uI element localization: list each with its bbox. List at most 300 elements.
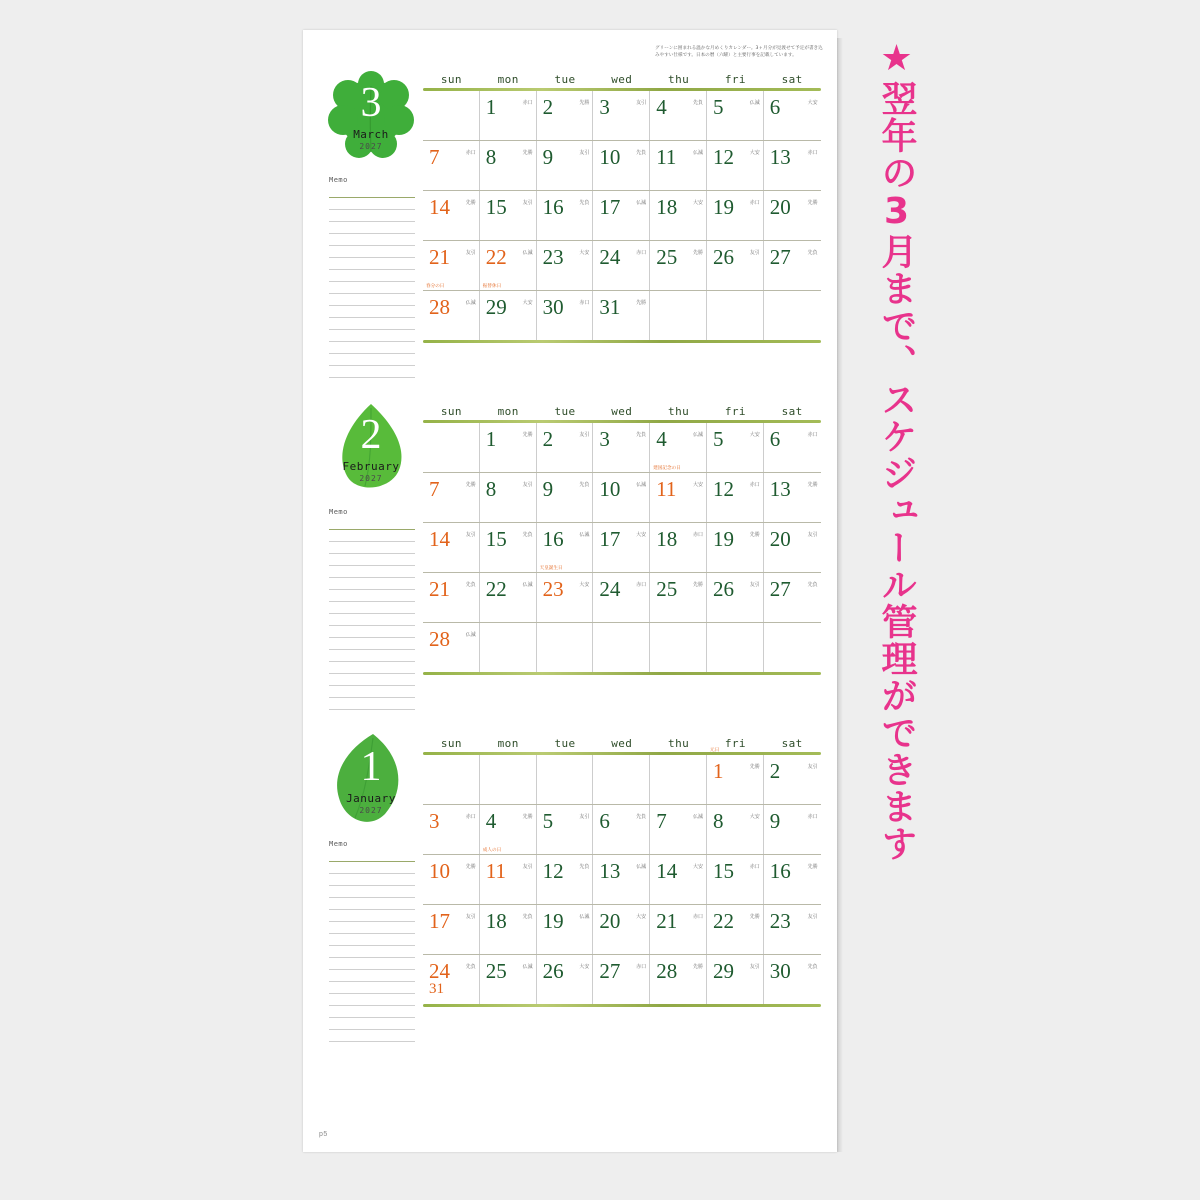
memo-line[interactable] <box>329 530 415 542</box>
memo-area-february <box>329 508 415 710</box>
week-row <box>423 955 821 1007</box>
rokuyo-label: 赤口 <box>749 864 760 870</box>
month-leaf-column-february <box>321 400 424 730</box>
day-cell[interactable] <box>423 473 480 522</box>
memo-line[interactable] <box>329 566 415 578</box>
day-cell[interactable] <box>480 141 537 190</box>
rokuyo-label: 赤口 <box>465 814 476 820</box>
weekday-wed: wed <box>611 405 633 418</box>
day-cell[interactable] <box>480 473 537 522</box>
event-label: 成人の日 <box>482 848 502 853</box>
day-cell[interactable] <box>423 423 480 472</box>
rokuyo-label: 友引 <box>522 864 533 870</box>
day-cell[interactable] <box>650 905 707 954</box>
day-cell[interactable] <box>593 291 650 340</box>
memo-line[interactable] <box>329 934 415 946</box>
week-rule <box>423 1004 821 1007</box>
memo-line[interactable] <box>329 982 415 994</box>
day-cell[interactable] <box>480 573 537 622</box>
day-number: 22 <box>712 909 734 933</box>
rokuyo-label: 仏滅 <box>579 914 590 920</box>
rokuyo-label: 仏滅 <box>692 814 703 820</box>
day-number: 31 <box>599 295 621 319</box>
day-number: 16 <box>769 859 791 883</box>
memo-line[interactable] <box>329 354 415 366</box>
day-cell[interactable] <box>650 805 707 854</box>
memo-line[interactable] <box>329 946 415 958</box>
day-cell[interactable] <box>764 141 821 190</box>
day-cell[interactable] <box>650 623 707 672</box>
day-cell[interactable] <box>764 905 821 954</box>
rokuyo-label: 先勝 <box>579 100 590 106</box>
day-number: 11 <box>485 859 507 883</box>
memo-line[interactable] <box>329 186 415 198</box>
day-cell[interactable] <box>537 905 594 954</box>
memo-line[interactable] <box>329 970 415 982</box>
day-cell[interactable] <box>707 855 764 904</box>
rokuyo-label: 仏滅 <box>522 964 533 970</box>
rokuyo-label: 赤口 <box>636 250 647 256</box>
day-cell[interactable] <box>537 291 594 340</box>
day-cell[interactable] <box>764 805 821 854</box>
rokuyo-label: 先負 <box>579 482 590 488</box>
day-cell[interactable] <box>537 855 594 904</box>
rokuyo-label: 友引 <box>522 482 533 488</box>
weekday-mon: mon <box>497 73 519 86</box>
day-number: 8 <box>712 809 724 833</box>
rokuyo-label: 先勝 <box>692 964 703 970</box>
day-number: 20 <box>769 195 791 219</box>
rokuyo-label: 大安 <box>579 582 590 588</box>
day-cell[interactable] <box>423 284 480 340</box>
day-cell[interactable] <box>423 623 480 672</box>
rokuyo-label: 赤口 <box>636 582 647 588</box>
memo-line[interactable] <box>329 222 415 234</box>
day-number: 27 <box>769 245 791 269</box>
day-number: 28 <box>429 627 450 651</box>
memo-line[interactable] <box>329 698 415 710</box>
day-cell[interactable] <box>537 473 594 522</box>
day-cell[interactable] <box>764 291 821 340</box>
day-cell[interactable] <box>423 573 480 622</box>
day-number: 15 <box>712 859 734 883</box>
rokuyo-label: 赤口 <box>807 150 818 156</box>
weekday-sat: sat <box>781 73 803 86</box>
rokuyo-label: 仏滅 <box>636 864 647 870</box>
day-cell[interactable] <box>764 91 821 140</box>
day-cell[interactable] <box>593 523 650 572</box>
day-cell[interactable] <box>764 241 821 290</box>
day-cell[interactable] <box>764 955 821 1004</box>
rokuyo-label: 先負 <box>522 914 533 920</box>
memo-line[interactable] <box>329 650 415 662</box>
day-cell[interactable] <box>650 191 707 240</box>
day-number: 7 <box>429 477 440 501</box>
day-cell[interactable] <box>707 523 764 572</box>
memo-label: Memo <box>329 176 348 184</box>
rokuyo-label: 先負 <box>465 964 476 970</box>
rokuyo-label: 先負 <box>465 582 476 588</box>
fineprint-text: グリーンに囲まれる温かな月めくりカレンダー。3ヶ月分が見渡せて予定が書き込みやすい仕様です。日本の暦（六曜）と主要行事を記載しています。 <box>655 46 823 58</box>
day-cell[interactable] <box>707 955 764 1004</box>
day-cell[interactable] <box>707 91 764 140</box>
day-cell[interactable] <box>423 91 480 140</box>
day-cell[interactable] <box>764 423 821 472</box>
memo-line[interactable] <box>329 662 415 674</box>
day-number: 29 <box>712 959 734 983</box>
rokuyo-label: 大安 <box>692 482 703 488</box>
week-rule <box>423 340 821 343</box>
memo-line[interactable] <box>329 590 415 602</box>
rokuyo-label: 先勝 <box>522 814 533 820</box>
rokuyo-label: 大安 <box>692 864 703 870</box>
day-number: 17 <box>599 195 621 219</box>
rokuyo-label: 仏滅 <box>465 300 476 306</box>
day-cell[interactable] <box>707 241 764 290</box>
day-cell[interactable] <box>480 91 537 140</box>
rokuyo-label: 友引 <box>522 200 533 206</box>
day-cell[interactable] <box>537 241 594 290</box>
day-number: 2 <box>542 427 554 451</box>
day-cell[interactable] <box>764 755 821 804</box>
day-number: 26 <box>542 959 564 983</box>
month-year: 2027 <box>359 474 383 483</box>
memo-area-january <box>329 840 415 1042</box>
day-cell[interactable] <box>423 191 480 240</box>
day-number: 24 <box>599 577 621 601</box>
rokuyo-label: 赤口 <box>579 300 590 306</box>
day-cell[interactable] <box>423 855 480 904</box>
day-cell[interactable] <box>650 855 707 904</box>
month-block-january <box>303 732 837 1062</box>
day-number: 8 <box>485 145 497 169</box>
day-cell[interactable] <box>650 573 707 622</box>
day-cell[interactable] <box>593 623 650 672</box>
day-cell[interactable] <box>537 566 594 622</box>
day-number: 5 <box>712 427 724 451</box>
memo-line[interactable] <box>329 886 415 898</box>
day-cell[interactable] <box>650 466 707 522</box>
day-cell[interactable] <box>650 241 707 290</box>
week-row <box>423 466 821 675</box>
day-number: 15 <box>485 195 507 219</box>
memo-line[interactable] <box>329 210 415 222</box>
day-cell[interactable] <box>537 805 594 854</box>
month-year: 2027 <box>359 142 383 151</box>
week-row <box>423 141 821 343</box>
rokuyo-label: 赤口 <box>636 964 647 970</box>
day-number: 12 <box>542 859 564 883</box>
memo-line[interactable] <box>329 1018 415 1030</box>
rokuyo-label: 友引 <box>807 764 818 770</box>
day-number: 6 <box>769 95 781 119</box>
week-row <box>423 748 821 1007</box>
memo-area-march <box>329 176 415 378</box>
memo-line[interactable] <box>329 330 415 342</box>
rokuyo-label: 先勝 <box>636 300 647 306</box>
rokuyo-label: 仏滅 <box>749 100 760 106</box>
rokuyo-label: 赤口 <box>749 200 760 206</box>
memo-line[interactable] <box>329 874 415 886</box>
memo-line[interactable] <box>329 294 415 306</box>
week-rule <box>423 672 821 675</box>
day-cell[interactable] <box>480 284 537 340</box>
day-number: 22 <box>485 577 507 601</box>
day-cell[interactable] <box>537 423 594 472</box>
day-number: 21 <box>429 577 450 601</box>
month-number: 2 <box>360 412 382 458</box>
day-number: 16 <box>542 195 564 219</box>
day-number: 20 <box>769 527 791 551</box>
day-cell[interactable] <box>593 805 650 854</box>
day-cell[interactable] <box>707 805 764 854</box>
day-cell[interactable] <box>650 755 707 804</box>
event-label: 天皇誕生日 <box>539 566 563 571</box>
memo-line[interactable] <box>329 554 415 566</box>
day-number: 29 <box>485 295 507 319</box>
day-number: 3 <box>599 427 610 451</box>
day-cell[interactable] <box>480 905 537 954</box>
day-cell[interactable] <box>593 755 650 804</box>
memo-line[interactable] <box>329 518 415 530</box>
day-cell[interactable] <box>707 473 764 522</box>
day-number: 26 <box>712 245 734 269</box>
memo-line[interactable] <box>329 318 415 330</box>
day-cell[interactable] <box>480 623 537 672</box>
memo-line[interactable] <box>329 366 415 378</box>
day-cell[interactable] <box>423 955 480 1004</box>
memo-line[interactable] <box>329 246 415 258</box>
day-cell[interactable] <box>764 623 821 672</box>
day-cell[interactable] <box>593 905 650 954</box>
rokuyo-label: 友引 <box>749 582 760 588</box>
rokuyo-label: 赤口 <box>749 482 760 488</box>
rokuyo-label: 大安 <box>807 100 818 106</box>
day-number: 20 <box>599 909 621 933</box>
day-number: 14 <box>656 859 678 883</box>
day-number: 11 <box>656 477 677 501</box>
day-number: 23 <box>542 245 564 269</box>
weekday-fri: fri <box>724 737 746 750</box>
weekday-tue: tue <box>554 73 576 86</box>
weekday-fri: fri <box>724 405 746 418</box>
rokuyo-label: 先勝 <box>692 582 703 588</box>
memo-line[interactable] <box>329 958 415 970</box>
day-cell[interactable] <box>423 141 480 190</box>
memo-line[interactable] <box>329 198 415 210</box>
rokuyo-label: 友引 <box>749 250 760 256</box>
month-block-february <box>303 400 837 730</box>
day-cell[interactable] <box>537 191 594 240</box>
day-cell[interactable] <box>480 191 537 240</box>
rokuyo-label: 仏滅 <box>636 482 647 488</box>
day-cell[interactable] <box>650 141 707 190</box>
memo-lines[interactable] <box>329 186 415 378</box>
day-number: 11 <box>656 145 677 169</box>
rokuyo-label: 友引 <box>465 532 476 538</box>
memo-line[interactable] <box>329 578 415 590</box>
memo-line[interactable] <box>329 686 415 698</box>
weekday-header-row <box>423 732 821 752</box>
day-cell[interactable] <box>423 805 480 854</box>
day-number: 1 <box>485 427 497 451</box>
rokuyo-label: 先勝 <box>807 482 818 488</box>
day-cell[interactable] <box>650 91 707 140</box>
day-cell[interactable] <box>707 191 764 240</box>
rokuyo-label: 大安 <box>636 532 647 538</box>
day-number: 13 <box>769 477 791 501</box>
day-cell[interactable] <box>650 955 707 1004</box>
rokuyo-label: 先負 <box>636 432 647 438</box>
rokuyo-label: 先負 <box>579 200 590 206</box>
day-cell[interactable] <box>537 623 594 672</box>
rokuyo-label: 先負 <box>636 150 647 156</box>
rokuyo-label: 赤口 <box>465 150 476 156</box>
memo-lines[interactable] <box>329 850 415 1042</box>
weekday-mon: mon <box>497 737 519 750</box>
day-cell[interactable] <box>593 91 650 140</box>
day-cell[interactable] <box>480 523 537 572</box>
day-cell[interactable] <box>707 748 764 804</box>
day-cell[interactable] <box>537 141 594 190</box>
weekday-thu: thu <box>668 737 690 750</box>
rokuyo-label: 友引 <box>579 150 590 156</box>
memo-line[interactable] <box>329 234 415 246</box>
day-cell[interactable] <box>480 848 537 904</box>
day-cell[interactable] <box>480 755 537 804</box>
memo-line[interactable] <box>329 674 415 686</box>
rokuyo-label: 先負 <box>522 532 533 538</box>
day-number: 5 <box>712 95 724 119</box>
memo-line[interactable] <box>329 862 415 874</box>
day-number: 17 <box>429 909 450 933</box>
rokuyo-label: 大安 <box>636 914 647 920</box>
memo-line[interactable] <box>329 602 415 614</box>
memo-line[interactable] <box>329 1030 415 1042</box>
rokuyo-label: 先勝 <box>807 200 818 206</box>
week-row <box>423 905 821 1007</box>
day-cell[interactable] <box>707 905 764 954</box>
day-cell[interactable] <box>707 291 764 340</box>
memo-lines[interactable] <box>329 518 415 710</box>
day-number-secondary: 31 <box>429 981 444 997</box>
calendar-grid-february <box>423 400 821 675</box>
day-cell[interactable] <box>650 523 707 572</box>
rokuyo-label: 先勝 <box>692 250 703 256</box>
day-cell[interactable] <box>480 423 537 472</box>
day-number: 2 <box>542 95 554 119</box>
memo-line[interactable] <box>329 1006 415 1018</box>
day-cell[interactable] <box>537 755 594 804</box>
rokuyo-label: 友引 <box>465 250 476 256</box>
day-cell[interactable] <box>593 955 650 1004</box>
leaf-badge-march <box>321 68 421 163</box>
rokuyo-label: 友引 <box>749 964 760 970</box>
week-row <box>423 241 821 343</box>
day-cell[interactable] <box>764 473 821 522</box>
day-cell[interactable] <box>537 91 594 140</box>
memo-line[interactable] <box>329 638 415 650</box>
day-number: 7 <box>656 809 667 833</box>
day-cell[interactable] <box>764 523 821 572</box>
day-cell[interactable] <box>593 855 650 904</box>
day-cell[interactable] <box>423 755 480 804</box>
memo-line[interactable] <box>329 306 415 318</box>
day-cell[interactable] <box>650 291 707 340</box>
day-cell[interactable] <box>593 141 650 190</box>
rokuyo-label: 仏滅 <box>636 200 647 206</box>
day-cell[interactable] <box>707 623 764 672</box>
rokuyo-label: 先勝 <box>522 432 533 438</box>
memo-line[interactable] <box>329 542 415 554</box>
week-row <box>423 91 821 343</box>
event-label: 建国記念の日 <box>653 466 681 471</box>
day-cell[interactable] <box>593 423 650 472</box>
day-number: 4 <box>656 95 667 119</box>
month-block-march <box>303 68 837 398</box>
day-cell[interactable] <box>593 191 650 240</box>
memo-line[interactable] <box>329 282 415 294</box>
memo-line[interactable] <box>329 258 415 270</box>
day-number: 13 <box>599 859 621 883</box>
day-cell[interactable] <box>707 141 764 190</box>
memo-line[interactable] <box>329 910 415 922</box>
memo-line[interactable] <box>329 270 415 282</box>
event-label: 春分の日 <box>426 284 445 289</box>
calendar-grid-march <box>423 68 821 343</box>
memo-line[interactable] <box>329 850 415 862</box>
rokuyo-label: 先勝 <box>807 864 818 870</box>
day-cell[interactable] <box>480 955 537 1004</box>
rokuyo-label: 先勝 <box>465 482 476 488</box>
rokuyo-label: 先勝 <box>465 864 476 870</box>
memo-line[interactable] <box>329 898 415 910</box>
memo-line[interactable] <box>329 342 415 354</box>
day-number: 14 <box>429 527 450 551</box>
weekday-tue: tue <box>554 405 576 418</box>
day-number: 2 <box>769 759 781 783</box>
day-number: 9 <box>542 477 554 501</box>
leaf-badge-february <box>321 400 421 495</box>
rokuyo-label: 大安 <box>522 300 533 306</box>
day-cell[interactable] <box>764 191 821 240</box>
day-cell[interactable] <box>423 523 480 572</box>
rokuyo-label: 友引 <box>579 432 590 438</box>
day-cell[interactable] <box>593 573 650 622</box>
day-cell[interactable] <box>707 423 764 472</box>
memo-line[interactable] <box>329 922 415 934</box>
day-number: 24 <box>599 245 621 269</box>
day-number: 18 <box>656 527 678 551</box>
day-cell[interactable] <box>707 573 764 622</box>
rokuyo-label: 先負 <box>579 864 590 870</box>
day-cell[interactable] <box>764 573 821 622</box>
day-cell[interactable] <box>423 905 480 954</box>
day-cell[interactable] <box>593 473 650 522</box>
rokuyo-label: 赤口 <box>692 914 703 920</box>
rokuyo-label: 先勝 <box>749 532 760 538</box>
day-cell[interactable] <box>764 855 821 904</box>
day-number: 18 <box>656 195 678 219</box>
memo-line[interactable] <box>329 614 415 626</box>
week-row <box>423 423 821 675</box>
memo-line[interactable] <box>329 994 415 1006</box>
week-row <box>423 284 821 343</box>
day-cell[interactable] <box>537 955 594 1004</box>
day-cell[interactable] <box>593 241 650 290</box>
memo-line[interactable] <box>329 626 415 638</box>
weekday-header-row <box>423 400 821 420</box>
